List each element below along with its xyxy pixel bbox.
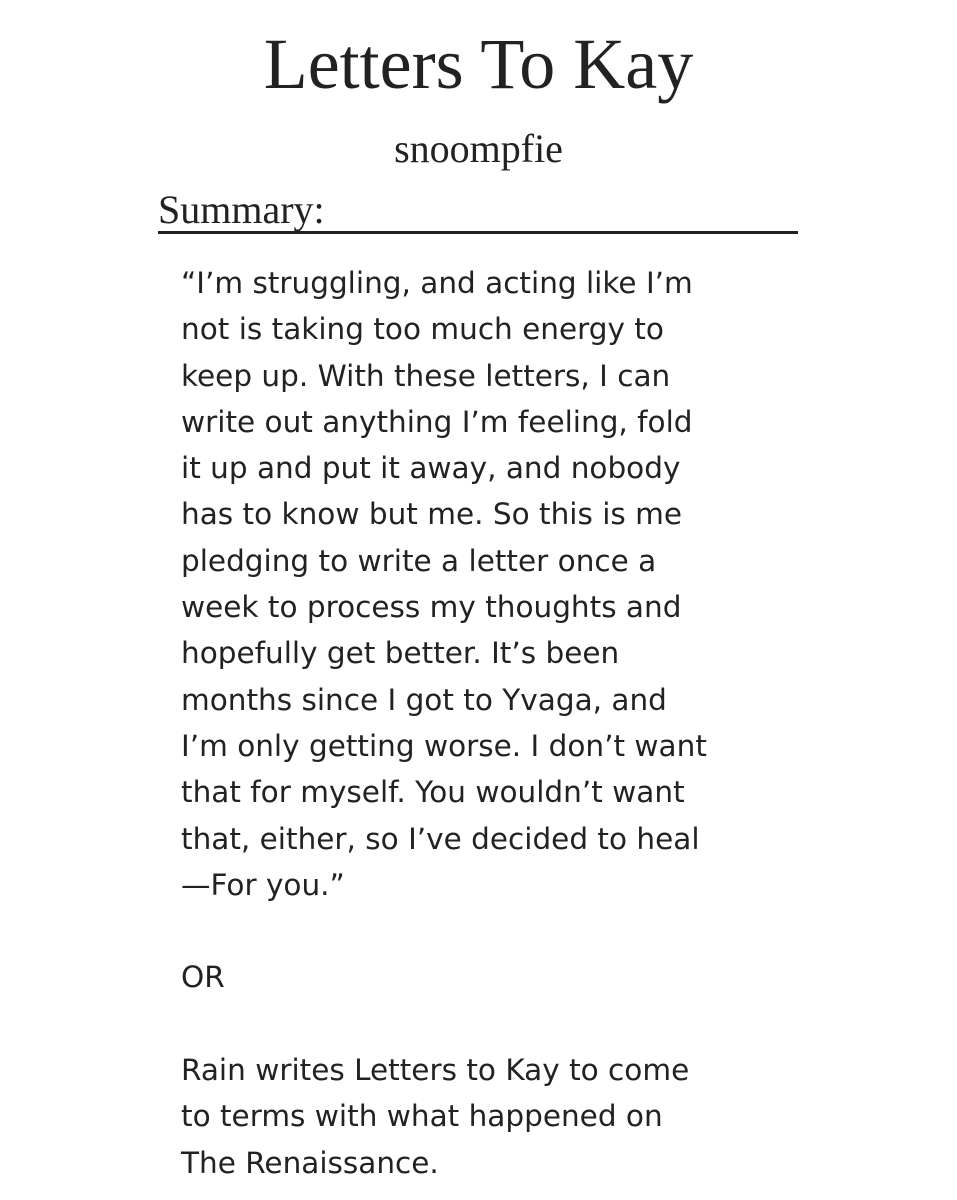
summary-line: that, either, so I’ve decided to heal bbox=[181, 821, 700, 856]
summary-separator-text: OR bbox=[181, 960, 225, 995]
paragraph-spacer bbox=[181, 1001, 801, 1047]
summary-line: that for myself. You wouldn’t want bbox=[181, 775, 685, 810]
work-author[interactable]: snoompfie bbox=[394, 126, 563, 171]
summary-line: not is taking too much energy to bbox=[181, 312, 664, 347]
summary-line: Rain writes Letters to Kay to come bbox=[181, 1053, 690, 1088]
summary-text bbox=[181, 260, 801, 1186]
summary-divider bbox=[158, 231, 798, 234]
summary-line: The Renaissance. bbox=[181, 1145, 439, 1180]
summary-line: —For you.” bbox=[181, 867, 345, 902]
paragraph-spacer bbox=[181, 908, 801, 954]
summary-line: it up and put it away, and nobody bbox=[181, 451, 681, 486]
summary-line: hopefully get better. It’s been bbox=[181, 636, 620, 671]
summary-line: to terms with what happened on bbox=[181, 1099, 663, 1134]
summary-line: “I’m struggling, and acting like I’m bbox=[181, 266, 693, 300]
summary-paragraph-alt bbox=[181, 1047, 801, 1186]
summary-line: months since I got to Yvaga, and bbox=[181, 682, 667, 717]
summary-line: keep up. With these letters, I can bbox=[181, 358, 671, 393]
summary-line: has to know but me. So this is me bbox=[181, 497, 683, 532]
summary-line: I’m only getting worse. I don’t want bbox=[181, 728, 707, 763]
summary-heading: Summary: bbox=[158, 187, 325, 232]
summary-separator bbox=[181, 954, 801, 1000]
summary-line: write out anything I’m feeling, fold bbox=[181, 404, 693, 439]
summary-line: week to process my thoughts and bbox=[181, 590, 682, 625]
work-title: Letters To Kay bbox=[263, 24, 694, 104]
summary-line: pledging to write a letter once a bbox=[181, 543, 657, 578]
summary-paragraph-quote bbox=[181, 260, 801, 908]
